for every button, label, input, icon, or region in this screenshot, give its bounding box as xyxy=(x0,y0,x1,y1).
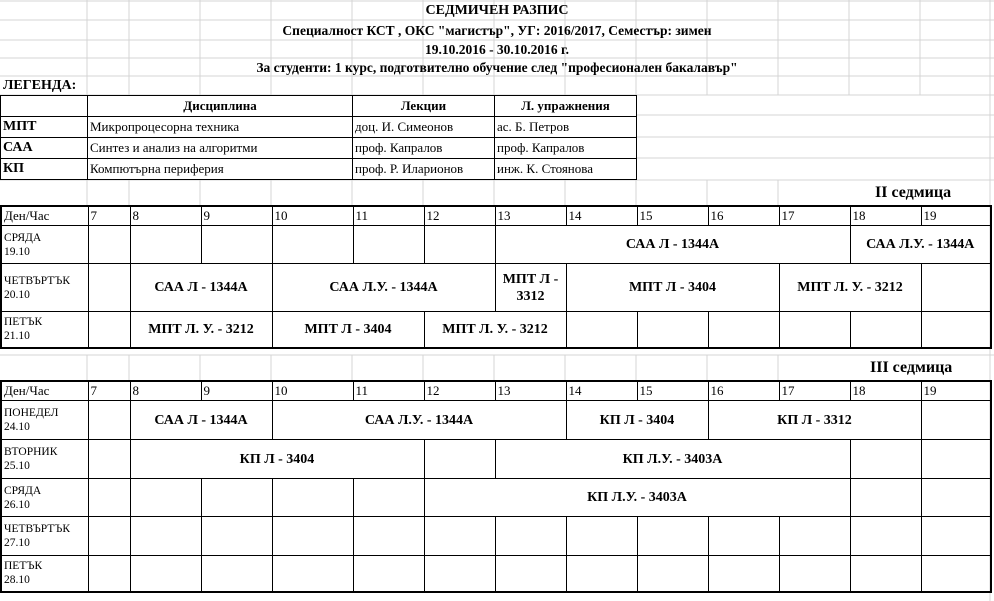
day-name: ЧЕТВЪРТЪК xyxy=(4,523,71,535)
empty-slot xyxy=(130,226,201,264)
empty-slot xyxy=(566,556,637,592)
lesson-cell[interactable]: САА Л.У. - 1344А xyxy=(272,401,566,440)
lesson-cell[interactable]: САА Л - 1344А xyxy=(495,226,850,264)
empty-slot xyxy=(272,517,353,556)
hour-cell: 16 xyxy=(708,206,779,226)
empty-slot xyxy=(850,312,921,348)
empty-slot xyxy=(850,556,921,592)
empty-slot xyxy=(272,556,353,592)
empty-slot xyxy=(130,517,201,556)
legend-lecturer: проф. Р. Иларионов xyxy=(353,159,495,180)
hour-cell: 12 xyxy=(424,206,495,226)
hour-cell: 13 xyxy=(495,206,566,226)
legend-abbr: САА xyxy=(1,138,88,159)
legend-col-lectures: Лекции xyxy=(353,96,495,117)
lesson-cell[interactable]: КП Л - 3312 xyxy=(708,401,921,440)
lesson-cell[interactable]: САА Л - 1344А xyxy=(130,401,272,440)
day-cell xyxy=(1,264,88,312)
hour-cell: 11 xyxy=(353,206,424,226)
day-date: 27.10 xyxy=(4,537,30,549)
empty-slot xyxy=(424,517,495,556)
lesson-cell[interactable] xyxy=(495,264,566,312)
day-name: СРЯДА xyxy=(4,231,42,244)
lesson-line: МПТ Л - xyxy=(502,271,559,287)
hour-cell: 17 xyxy=(779,206,850,226)
hour-cell: 8 xyxy=(130,381,201,401)
lesson-cell[interactable]: МПТ Л. У. - 3212 xyxy=(779,264,921,312)
hour-cell: 14 xyxy=(566,381,637,401)
empty-slot xyxy=(566,517,637,556)
hour-cell: 11 xyxy=(353,381,424,401)
day-cell xyxy=(1,312,88,348)
empty-slot xyxy=(921,264,991,312)
legend-header-row xyxy=(1,96,637,117)
legend-name: Синтез и анализ на алгоритми xyxy=(88,138,353,159)
day-date: 25.10 xyxy=(4,460,30,472)
empty-slot xyxy=(921,517,991,556)
lesson-cell[interactable]: МПТ Л. У. - 3212 xyxy=(424,312,566,348)
hour-cell: 19 xyxy=(921,206,991,226)
empty-slot xyxy=(353,479,424,517)
empty-slot xyxy=(88,226,130,264)
empty-slot xyxy=(88,312,130,348)
hour-cell: 7 xyxy=(88,206,130,226)
empty-slot xyxy=(637,312,708,348)
hour-cell: 9 xyxy=(201,381,272,401)
empty-slot xyxy=(88,440,130,479)
hour-cell: 7 xyxy=(88,381,130,401)
hour-cell: 16 xyxy=(708,381,779,401)
week3-title: III седмица xyxy=(870,359,953,376)
empty-slot xyxy=(921,312,991,348)
day-date: 28.10 xyxy=(4,574,30,587)
empty-slot xyxy=(130,556,201,592)
day-row xyxy=(1,479,991,517)
day-name: ПЕТЪК xyxy=(4,316,43,329)
legend-row xyxy=(1,159,637,180)
day-name: ВТОРНИК xyxy=(4,446,58,458)
specialty-line: Специалност КСТ , ОКС "магистър", УГ: 2016/2017, Семестър: зимен xyxy=(282,23,712,38)
empty-slot xyxy=(779,556,850,592)
empty-slot xyxy=(272,479,353,517)
legend-lab: инж. К. Стоянова xyxy=(495,159,637,180)
empty-slot xyxy=(201,479,272,517)
empty-slot xyxy=(708,556,779,592)
day-date: 24.10 xyxy=(4,421,30,433)
empty-slot xyxy=(779,517,850,556)
empty-slot xyxy=(353,556,424,592)
hours-row xyxy=(1,206,991,226)
lesson-cell[interactable]: КП Л - 3404 xyxy=(566,401,708,440)
day-row xyxy=(1,517,991,556)
day-row xyxy=(1,401,991,440)
empty-slot xyxy=(850,440,921,479)
empty-slot xyxy=(495,517,566,556)
day-row xyxy=(1,312,991,348)
day-name: ЧЕТВЪРТЪК xyxy=(4,274,71,287)
day-cell xyxy=(1,440,88,479)
day-row xyxy=(1,264,991,312)
lesson-cell[interactable]: МПТ Л - 3404 xyxy=(566,264,779,312)
empty-slot xyxy=(201,556,272,592)
empty-slot xyxy=(88,264,130,312)
day-cell xyxy=(1,556,88,592)
day-name: ПОНЕДЕЛ xyxy=(4,407,59,419)
corner-cell: Ден/Час xyxy=(1,381,88,401)
empty-slot xyxy=(130,479,201,517)
empty-slot xyxy=(708,517,779,556)
lesson-cell[interactable]: МПТ Л - 3404 xyxy=(272,312,424,348)
lesson-cell[interactable]: КП Л.У. - 3403А xyxy=(424,479,850,517)
lesson-cell[interactable]: САА Л.У. - 1344А xyxy=(272,264,495,312)
legend-name: Компютърна периферия xyxy=(88,159,353,180)
legend-lab: ас. Б. Петров xyxy=(495,117,637,138)
week3-table xyxy=(0,380,992,593)
lesson-cell[interactable]: САА Л.У. - 1344А xyxy=(850,226,991,264)
hour-cell: 13 xyxy=(495,381,566,401)
legend-label: ЛЕГЕНДА: xyxy=(3,78,77,93)
legend-col-discipline: Дисциплина xyxy=(88,96,353,117)
day-name: ПЕТЪК xyxy=(4,560,43,573)
week2-table xyxy=(0,205,992,349)
legend-name: Микропроцесорна техника xyxy=(88,117,353,138)
hour-cell: 12 xyxy=(424,381,495,401)
empty-slot xyxy=(88,401,130,440)
empty-slot xyxy=(708,312,779,348)
empty-slot xyxy=(495,556,566,592)
empty-slot xyxy=(921,401,991,440)
hour-cell: 8 xyxy=(130,206,201,226)
empty-slot xyxy=(272,226,353,264)
lesson-cell[interactable]: МПТ Л. У. - 3212 xyxy=(130,312,272,348)
legend-abbr: МПТ xyxy=(1,117,88,138)
date-range: 19.10.2016 - 30.10.2016 г. xyxy=(424,42,570,57)
day-cell xyxy=(1,401,88,440)
hour-cell: 15 xyxy=(637,381,708,401)
empty-slot xyxy=(353,517,424,556)
day-cell xyxy=(1,517,88,556)
corner-cell: Ден/Час xyxy=(1,206,88,226)
legend-empty-cell xyxy=(1,96,88,117)
empty-slot xyxy=(424,556,495,592)
empty-slot xyxy=(779,312,850,348)
empty-slot xyxy=(850,517,921,556)
empty-slot xyxy=(88,517,130,556)
day-cell xyxy=(1,226,88,264)
week2-title: II седмица xyxy=(875,184,952,201)
empty-slot xyxy=(424,440,495,479)
day-date: 19.10 xyxy=(4,245,30,258)
day-date: 20.10 xyxy=(4,288,30,301)
lesson-cell[interactable]: КП Л.У. - 3403А xyxy=(495,440,850,479)
hour-cell: 9 xyxy=(201,206,272,226)
legend-col-labs: Л. упражнения xyxy=(495,96,637,117)
lesson-line: 3312 xyxy=(516,288,545,304)
empty-slot xyxy=(353,226,424,264)
day-date: 26.10 xyxy=(4,498,30,511)
hour-cell: 18 xyxy=(850,206,921,226)
empty-slot xyxy=(88,556,130,592)
hour-cell: 10 xyxy=(272,381,353,401)
empty-slot xyxy=(921,556,991,592)
hour-cell: 14 xyxy=(566,206,637,226)
empty-slot xyxy=(637,517,708,556)
empty-slot xyxy=(850,479,921,517)
hour-cell: 15 xyxy=(637,206,708,226)
day-name: СРЯДА xyxy=(4,484,42,497)
lesson-cell[interactable]: КП Л - 3404 xyxy=(130,440,424,479)
hour-cell: 10 xyxy=(272,206,353,226)
schedule-title: СЕДМИЧЕН РАЗПИС xyxy=(425,3,569,18)
legend-lab: проф. Капралов xyxy=(495,138,637,159)
legend-row xyxy=(1,138,637,159)
lesson-cell[interactable]: САА Л - 1344А xyxy=(130,264,272,312)
day-cell xyxy=(1,479,88,517)
empty-slot xyxy=(424,226,495,264)
empty-slot xyxy=(637,556,708,592)
empty-slot xyxy=(921,479,991,517)
legend-lecturer: проф. Капралов xyxy=(353,138,495,159)
day-row xyxy=(1,440,991,479)
legend-row xyxy=(1,117,637,138)
day-row xyxy=(1,226,991,264)
hour-cell: 18 xyxy=(850,381,921,401)
empty-slot xyxy=(201,517,272,556)
empty-slot xyxy=(566,312,637,348)
legend-lecturer: доц. И. Симеонов xyxy=(353,117,495,138)
day-date: 21.10 xyxy=(4,330,30,343)
legend-table xyxy=(0,95,637,180)
empty-slot xyxy=(201,226,272,264)
hour-cell: 17 xyxy=(779,381,850,401)
hour-cell: 19 xyxy=(921,381,991,401)
day-row xyxy=(1,556,991,592)
hours-row xyxy=(1,381,991,401)
students-line: За студенти: 1 курс, подготвително обучение след "професионален бакалавър" xyxy=(256,60,738,75)
legend-abbr: КП xyxy=(1,159,88,180)
empty-slot xyxy=(88,479,130,517)
